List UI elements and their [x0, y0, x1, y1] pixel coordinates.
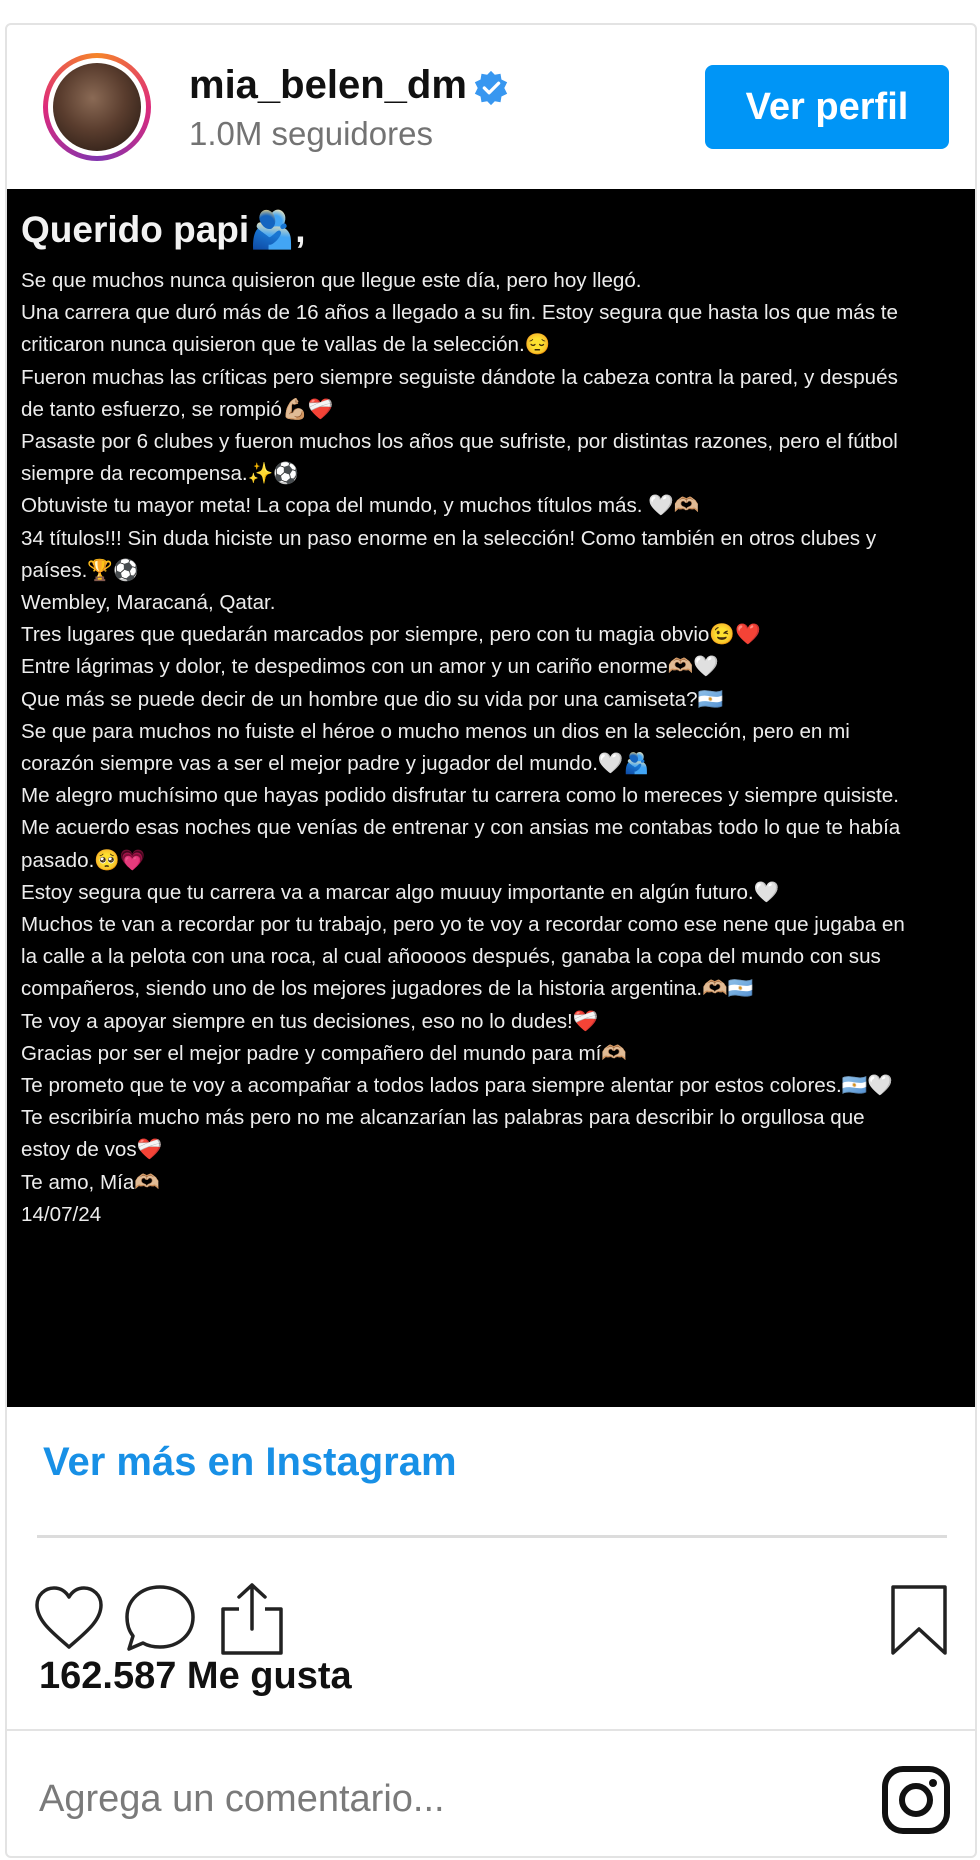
post-text — [21, 265, 967, 1231]
post-text-line: Se que muchos nunca quisieron que llegue este día, pero hoy llegó. — [21, 269, 642, 292]
post-text-line: Te voy a apoyar siempre en tus decisiones, eso no lo dudes!❤️‍🩹 — [21, 1009, 599, 1033]
username[interactable]: mia_belen_dm — [189, 63, 467, 107]
comment-input[interactable] — [37, 1770, 721, 1828]
post-text-line: Gracias por ser el mejor padre y compañero del mundo para mí🫶🏼 — [21, 1041, 627, 1065]
heart-icon[interactable] — [33, 1585, 105, 1651]
divider — [7, 1729, 975, 1731]
post-text-line: criticaron nunca quisieron que te vallas de la selección.😔 — [21, 333, 551, 357]
avatar-image — [53, 63, 141, 151]
post-text-line: pasado.🥺💗 — [21, 848, 146, 872]
instagram-embed-card — [5, 23, 977, 1858]
post-text-line: Entre lágrimas y dolor, te despedimos con un amor y un cariño enorme🫶🏼🤍 — [21, 655, 720, 679]
verified-badge-icon — [472, 69, 510, 107]
post-title: Querido papi🫂, — [21, 209, 306, 250]
post-text-line: corazón siempre vas a ser el mejor padre y jugador del mundo.🤍🫂 — [21, 752, 650, 776]
post-text-line: Estoy segura que tu carrera va a marcar algo muuuy importante en algún futuro.🤍 — [21, 880, 780, 904]
post-text-line: Una carrera que duró más de 16 años a llegado a su fin. Estoy segura que hasta los que más te — [21, 301, 898, 325]
see-more-on-instagram-link[interactable]: Ver más en Instagram — [43, 1440, 457, 1484]
post-text-line: países.🏆⚽ — [21, 558, 139, 582]
post-text-line: 14/07/24 — [21, 1202, 102, 1226]
post-text-line: Que más se puede decir de un hombre que dio su vida por una camiseta?🇦🇷 — [21, 687, 724, 711]
avatar[interactable] — [43, 53, 151, 161]
post-text-line: siempre da recompensa.✨⚽ — [21, 462, 299, 486]
post-text-line: Se que para muchos no fuiste el héroe o mucho menos un dios en la selección, pero en mi — [21, 719, 850, 743]
view-profile-button[interactable]: Ver perfil — [705, 65, 949, 149]
post-text-line: Fueron muchas las críticas pero siempre seguiste dándote la cabeza contra la pared, y después — [21, 365, 898, 389]
post-text-line: compañeros, siendo uno de los mejores jugadores de la historia argentina.🫶🏼🇦🇷 — [21, 977, 754, 1001]
post-text-line: Me acuerdo esas noches que venías de entrenar y con ansias me contabas todo lo que te había — [21, 816, 901, 840]
post-image[interactable] — [7, 189, 975, 1407]
post-text-line: Te escribiría mucho más pero no me alcanzarían las palabras para describir lo orgullosa que — [21, 1106, 865, 1130]
share-icon[interactable] — [217, 1581, 287, 1657]
like-count: 162.587 Me gusta — [39, 1655, 352, 1697]
post-text-line: Te amo, Mía🫶🏼 — [21, 1170, 160, 1194]
post-text-line: Muchos te van a recordar por tu trabajo, pero yo te voy a recordar como ese nene que jugaba en — [21, 913, 905, 937]
post-header — [7, 25, 975, 189]
divider — [37, 1535, 947, 1538]
post-text-line: Obtuviste tu mayor meta! La copa del mundo, y muchos títulos más. 🤍🫶🏼 — [21, 494, 700, 518]
bookmark-icon[interactable] — [887, 1583, 951, 1657]
follower-count: 1.0M seguidores — [189, 115, 433, 152]
post-text-line: estoy de vos❤️‍🩹 — [21, 1138, 163, 1162]
post-text-line: Te prometo que te voy a acompañar a todos lados para siempre alentar por estos colores.🇦🇷🤍 — [21, 1074, 894, 1098]
instagram-logo-icon[interactable] — [881, 1765, 951, 1835]
post-text-line: la calle a la pelota con una roca, al cual añoooos después, ganaba la copa del mundo con sus — [21, 945, 881, 969]
post-text-line: Me alegro muchísimo que hayas podido disfrutar tu carrera como lo mereces y siempre quisiste. — [21, 784, 899, 808]
post-text-line: Pasaste por 6 clubes y fueron muchos los años que sufriste, por distintas razones, pero el fútbol — [21, 430, 898, 454]
post-text-line: Wembley, Maracaná, Qatar. — [21, 591, 276, 615]
post-text-line: 34 títulos!!! Sin duda hiciste un paso enorme en la selección! Como también en otros clubes y — [21, 526, 877, 550]
comment-icon[interactable] — [123, 1583, 197, 1655]
post-text-line: de tanto esfuerzo, se rompió💪🏼❤️‍🩹 — [21, 397, 334, 421]
post-text-line: Tres lugares que quedarán marcados por siempre, pero con tu magia obvio😉❤️ — [21, 623, 761, 647]
